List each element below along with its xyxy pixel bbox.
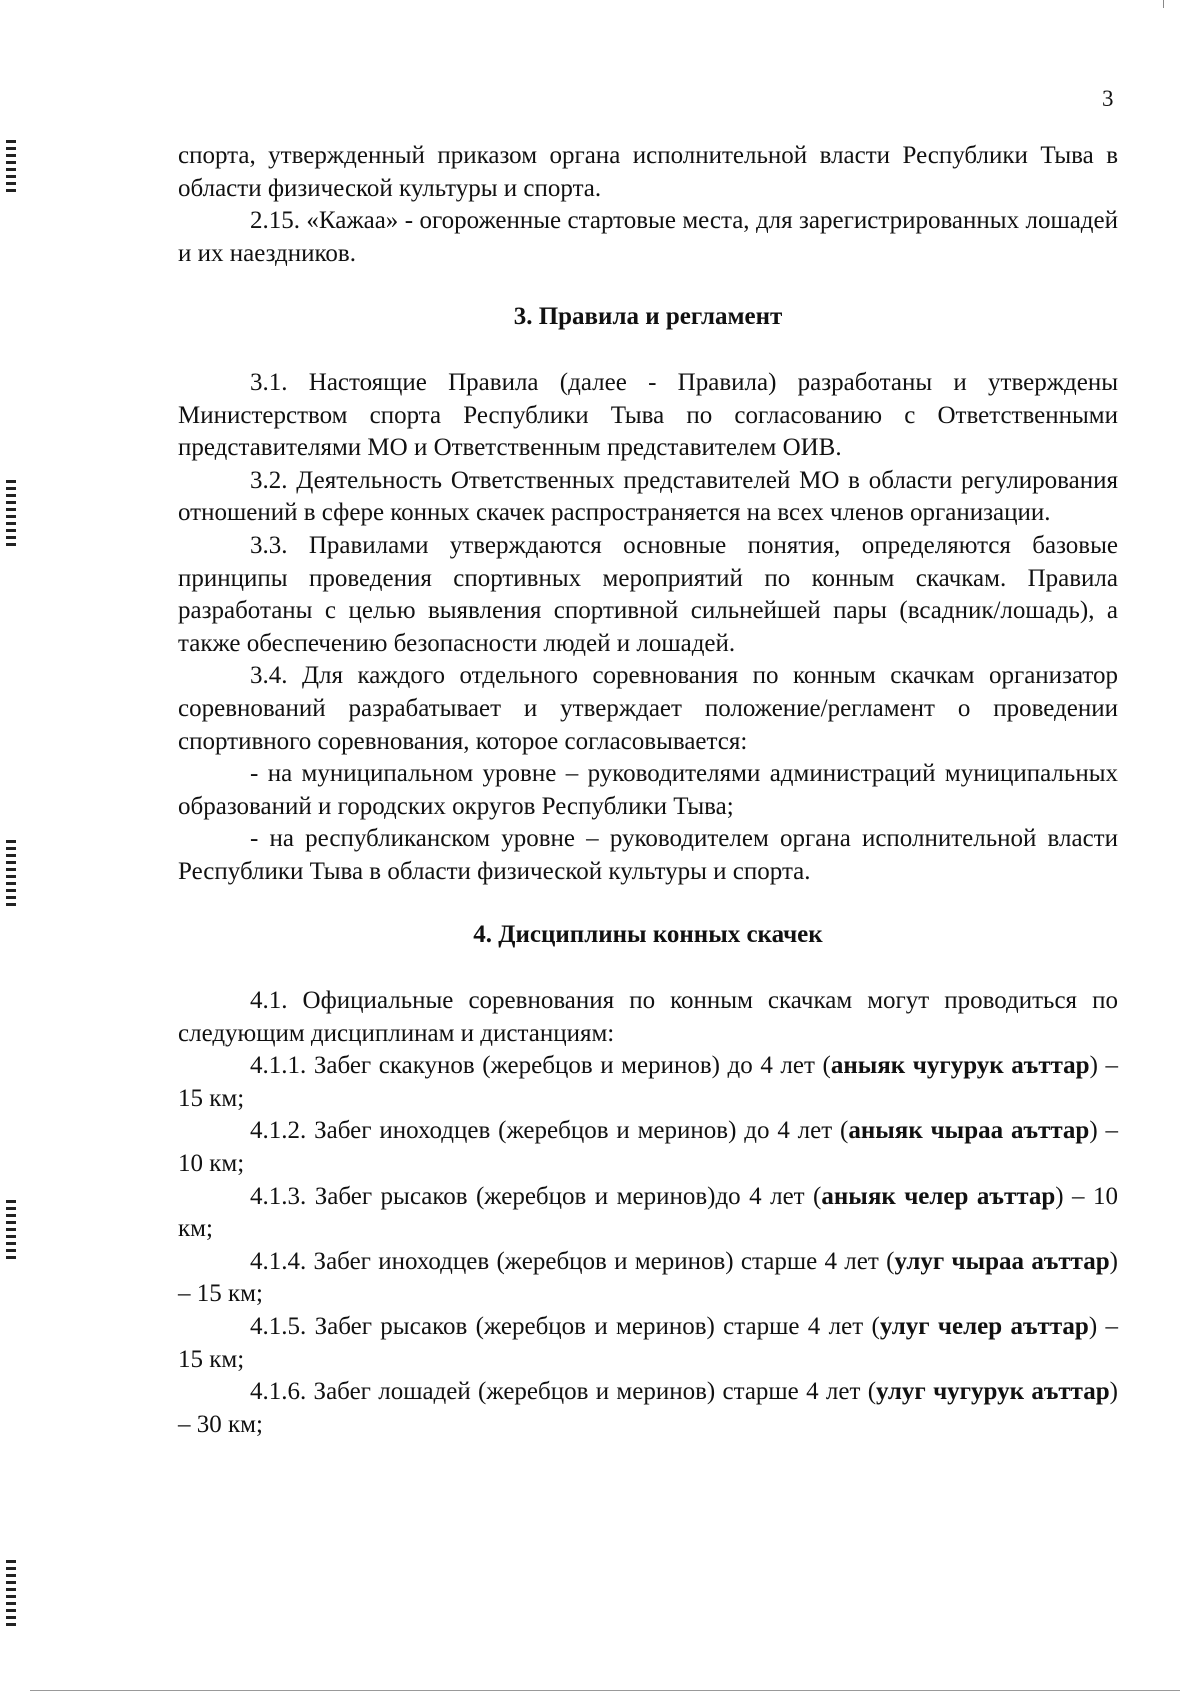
scan-tick	[1163, 0, 1164, 8]
list-item-4-1-4: 4.1.4. Забег иноходцев (жеребцов и меринов) старше 4 лет (улуг чыраа аъттар) – 15 км;	[178, 1247, 1118, 1308]
paragraph-3-3: 3.3. Правилами утверждаются основные понятия, определяются базовые принципы проведения спортивных мероприятий по конным скачкам. Правила разработаны с целью выявления спортивной сильнейшей пары (всадник/лошадь), а также обеспечению безопасности людей и лошадей.	[178, 531, 1118, 657]
list-dash-municipal: - на муниципальном уровне – руководителями администраций муниципальных образований и городских округов Республики Тыва;	[178, 760, 1118, 820]
document-body	[178, 140, 1118, 1441]
section-4-title: 4. Дисциплины конных скачек	[473, 921, 823, 949]
paragraph-3-2: 3.2. Деятельность Ответственных представителей МО в области регулирования отношений в сфере конных скачек распространяется на всех членов организации.	[178, 466, 1118, 527]
scan-binding-marks	[6, 1200, 16, 1263]
list-item-4-1-2: 4.1.2. Забег иноходцев (жеребцов и меринов) до 4 лет (аныяк чыраа аъттар) – 10 км;	[178, 1117, 1118, 1178]
scan-binding-marks	[6, 840, 16, 910]
scan-bottom-edge	[30, 1690, 1180, 1691]
paragraph-3-4: 3.4. Для каждого отдельного соревнования по конным скачкам организатор соревнований разрабатывает и утверждает положение/регламент о проведении спортивного соревнования, которое согласовывается:	[178, 662, 1118, 755]
list-item-4-1-6: 4.1.6. Забег лошадей (жеребцов и меринов) старше 4 лет (улуг чугурук аъттар) – 30 км;	[178, 1378, 1118, 1438]
list-item-4-1-1: 4.1.1. Забег скакунов (жеребцов и меринов) до 4 лет (аныяк чугурук аъттар) – 15 км;	[178, 1052, 1118, 1112]
list-dash-republican: - на республиканском уровне – руководителем органа исполнительной власти Республики Тыва в области физической культуры и спорта.	[178, 825, 1118, 885]
list-item-4-1-3: 4.1.3. Забег рысаков (жеребцов и меринов)до 4 лет (аныяк челер аъттар) – 10 км;	[178, 1182, 1119, 1243]
paragraph-3-1: 3.1. Настоящие Правила (далее - Правила) разработаны и утверждены Министерством спорта Республики Тыва по согласованию с Ответственными представителями МО и Ответственным представителем ОИВ.	[178, 368, 1118, 462]
scan-binding-marks	[6, 140, 16, 196]
paragraph-2-15: 2.15. «Кажаа» - огороженные стартовые места, для зарегистрированных лошадей и их наездников.	[178, 207, 1118, 267]
scan-binding-marks	[6, 1560, 16, 1630]
list-item-4-1-5: 4.1.5. Забег рысаков (жеребцов и меринов) старше 4 лет (улуг челер аъттар) – 15 км;	[178, 1313, 1118, 1373]
paragraph-4-1: 4.1. Официальные соревнования по конным скачкам могут проводиться по следующим дисциплинам и дистанциям:	[178, 987, 1118, 1047]
paragraph-continuation: спорта, утвержденный приказом органа исполнительной власти Республики Тыва в области физической культуры и спорта.	[178, 142, 1118, 202]
scan-binding-marks	[6, 480, 16, 550]
section-3-title: 3. Правила и регламент	[513, 303, 783, 331]
page-number: 3	[1102, 86, 1114, 111]
